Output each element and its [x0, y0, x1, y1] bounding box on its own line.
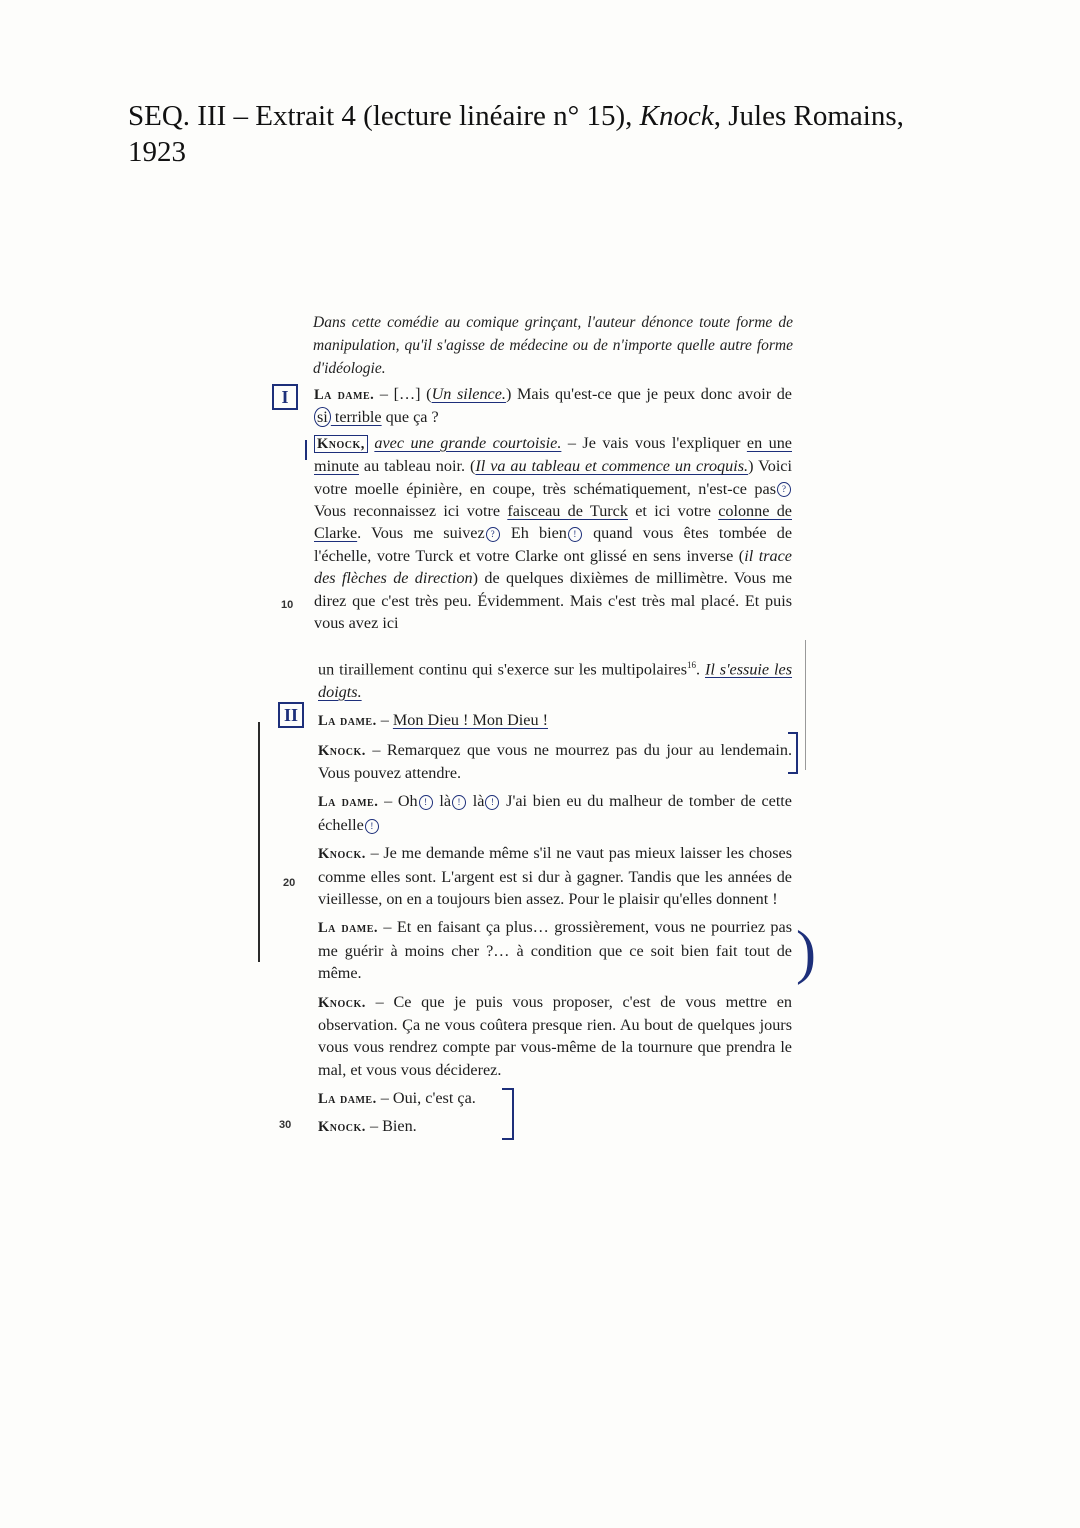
stage-direction: Il va au tableau et commence un croquis.: [475, 457, 749, 476]
text-fragment: J'ai bien eu du malheur de tomber de cette échelle: [318, 792, 792, 834]
text-fragment: Eh bien: [500, 524, 567, 543]
circled-word: si: [314, 407, 331, 427]
underlined-phrase: Mon Dieu ! Mon Dieu !: [392, 711, 548, 730]
intro-paragraph: Dans cette comédie au comique grinçant, l'auteur dénonce toute forme de manipulation, qu'il s'agisse de médecine ou de n'importe quelle autre forme d'idéologie.: [313, 314, 793, 377]
question-mark-annotation: ?: [486, 527, 500, 542]
text-fragment: – Je me demande même s'il ne vaut pas mieux laisser les choses comme elles sont. L'argent est si dur à gagner. Tandis que les années de vieillesse, on en a toujours bien assez. Pour le plaisir qu'elles donnent !: [318, 844, 792, 909]
text-fragment: ) Mais qu'est-ce que je peux donc avoir de: [505, 385, 792, 403]
text-fragment: .: [696, 660, 705, 679]
line-number-10: 10: [281, 599, 294, 611]
text-fragment: ) Voici votre moelle épinière, en coupe, très schématiquement, n'est-ce pas: [314, 457, 792, 498]
stage-direction: il trace des flèches de direction: [314, 546, 792, 588]
speaker-knock: Knock.: [318, 742, 366, 759]
exclamation-annotation: !: [452, 795, 466, 810]
speaker-knock: Knock.: [318, 846, 366, 863]
line-knock-2: [318, 739, 792, 785]
exclamation-annotation: !: [568, 527, 582, 542]
underlined-word: terrible: [330, 408, 382, 427]
text-fragment: Vous reconnaissez ici votre: [314, 502, 508, 521]
title-text: SEQ. III – Extrait 4 (lecture linéaire n° 15),: [128, 100, 640, 132]
line-knock-1: [314, 432, 792, 635]
text-fragment: au tableau noir. (: [358, 457, 476, 476]
line-lady-5: [318, 1087, 792, 1110]
exclamation-annotation: !: [365, 819, 379, 834]
margin-line-left: [258, 722, 260, 962]
line-lady-3: [318, 790, 792, 836]
speaker-la-dame: La dame.: [318, 794, 379, 811]
text-fragment: . Vous me suivez: [357, 524, 485, 543]
part-two-marker: II: [278, 702, 304, 728]
text-fragment: – […] (: [374, 385, 432, 403]
exclamation-annotation: !: [485, 795, 499, 810]
dialogue-block-2: [318, 654, 792, 1138]
paren-lady-question: ): [796, 919, 816, 985]
exclamation-annotation: !: [419, 795, 433, 810]
scan-edge-line: [805, 640, 806, 770]
speaker-la-dame: La dame.: [318, 1091, 377, 1108]
stage-direction: Un silence.: [431, 385, 506, 403]
speaker-la-dame: La dame.: [318, 713, 377, 730]
speaker-knock: Knock.: [318, 994, 366, 1011]
text-fragment: et ici votre: [627, 502, 719, 521]
stage-direction: Il s'essuie les doigts.: [318, 660, 793, 701]
text-fragment: – Ce que je puis vous proposer, c'est de vous mettre en observation. Ça ne vous coûtera presque rien. Au bout de quelques jours vous vous rendrez compte par vous-même de la tournure que prendra le mal, et vous vous déciderez.: [318, 992, 792, 1079]
underlined-phrase: colonne de Clarke: [314, 502, 792, 543]
line-knock-3: [318, 842, 792, 910]
text-fragment: – Bien.: [365, 1116, 417, 1135]
text-fragment: – Remarquez que vous ne mourrez pas du jour au lendemain. Vous pouvez attendre.: [318, 740, 792, 783]
speaker-knock: Knock.: [318, 1118, 366, 1135]
text-fragment: là: [467, 792, 485, 811]
text-fragment: –: [376, 711, 393, 730]
line-number-20: 20: [283, 877, 296, 889]
stage-direction: avec une grande courtoisie.: [374, 433, 562, 452]
title-author-year: , Jules Romains, 1923: [128, 100, 904, 168]
line-lady-4: [318, 916, 792, 984]
text-fragment: – Oui, c'est ça.: [376, 1089, 476, 1108]
text-fragment: là: [433, 792, 452, 811]
underlined-phrase: faisceau de Turck: [507, 502, 628, 521]
line-knock-4: [318, 991, 792, 1082]
dialogue-block-1: [314, 383, 792, 634]
part-one-marker: I: [272, 384, 298, 410]
line-lady-2: [318, 709, 792, 732]
speaker-la-dame: La dame.: [314, 387, 375, 403]
text-fragment: que ça ?: [381, 408, 439, 427]
line-knock-5: [318, 1115, 792, 1138]
title-work: Knock: [639, 100, 714, 132]
speaker-la-dame: La dame.: [318, 920, 379, 937]
text-fragment: quand vous êtes tombée de l'échelle, votre Turck et votre Clarke ont glissé en sens inverse (: [314, 524, 793, 565]
text-fragment: ) de quelques dixièmes de millimètre. Vous me direz que c'est très peu. Évidemment. Mais c'est très mal placé. Et puis vous avez ici: [314, 569, 792, 633]
margin-line-knock: [305, 440, 307, 460]
speaker-knock-boxed: Knock,: [314, 435, 368, 453]
line-number-30: 30: [279, 1119, 292, 1131]
text-fragment: – Je vais vous l'expliquer: [561, 433, 747, 452]
question-mark-annotation: ?: [777, 482, 791, 497]
text-fragment: – Et en faisant ça plus… grossièrement, vous ne pourriez pas me guérir à moins cher ?… à condition que ce soit bien fait tout de même.: [318, 918, 792, 983]
underlined-phrase: en une minute: [314, 433, 792, 476]
text-fragment: – Oh: [378, 792, 418, 811]
line-knock-continued: [318, 654, 792, 703]
line-lady-1: [314, 383, 792, 429]
document-title: [128, 98, 948, 170]
text-fragment: un tiraillement continu qui s'exerce sur les multipolaires: [318, 660, 688, 679]
footnote-ref: 16: [687, 660, 697, 670]
